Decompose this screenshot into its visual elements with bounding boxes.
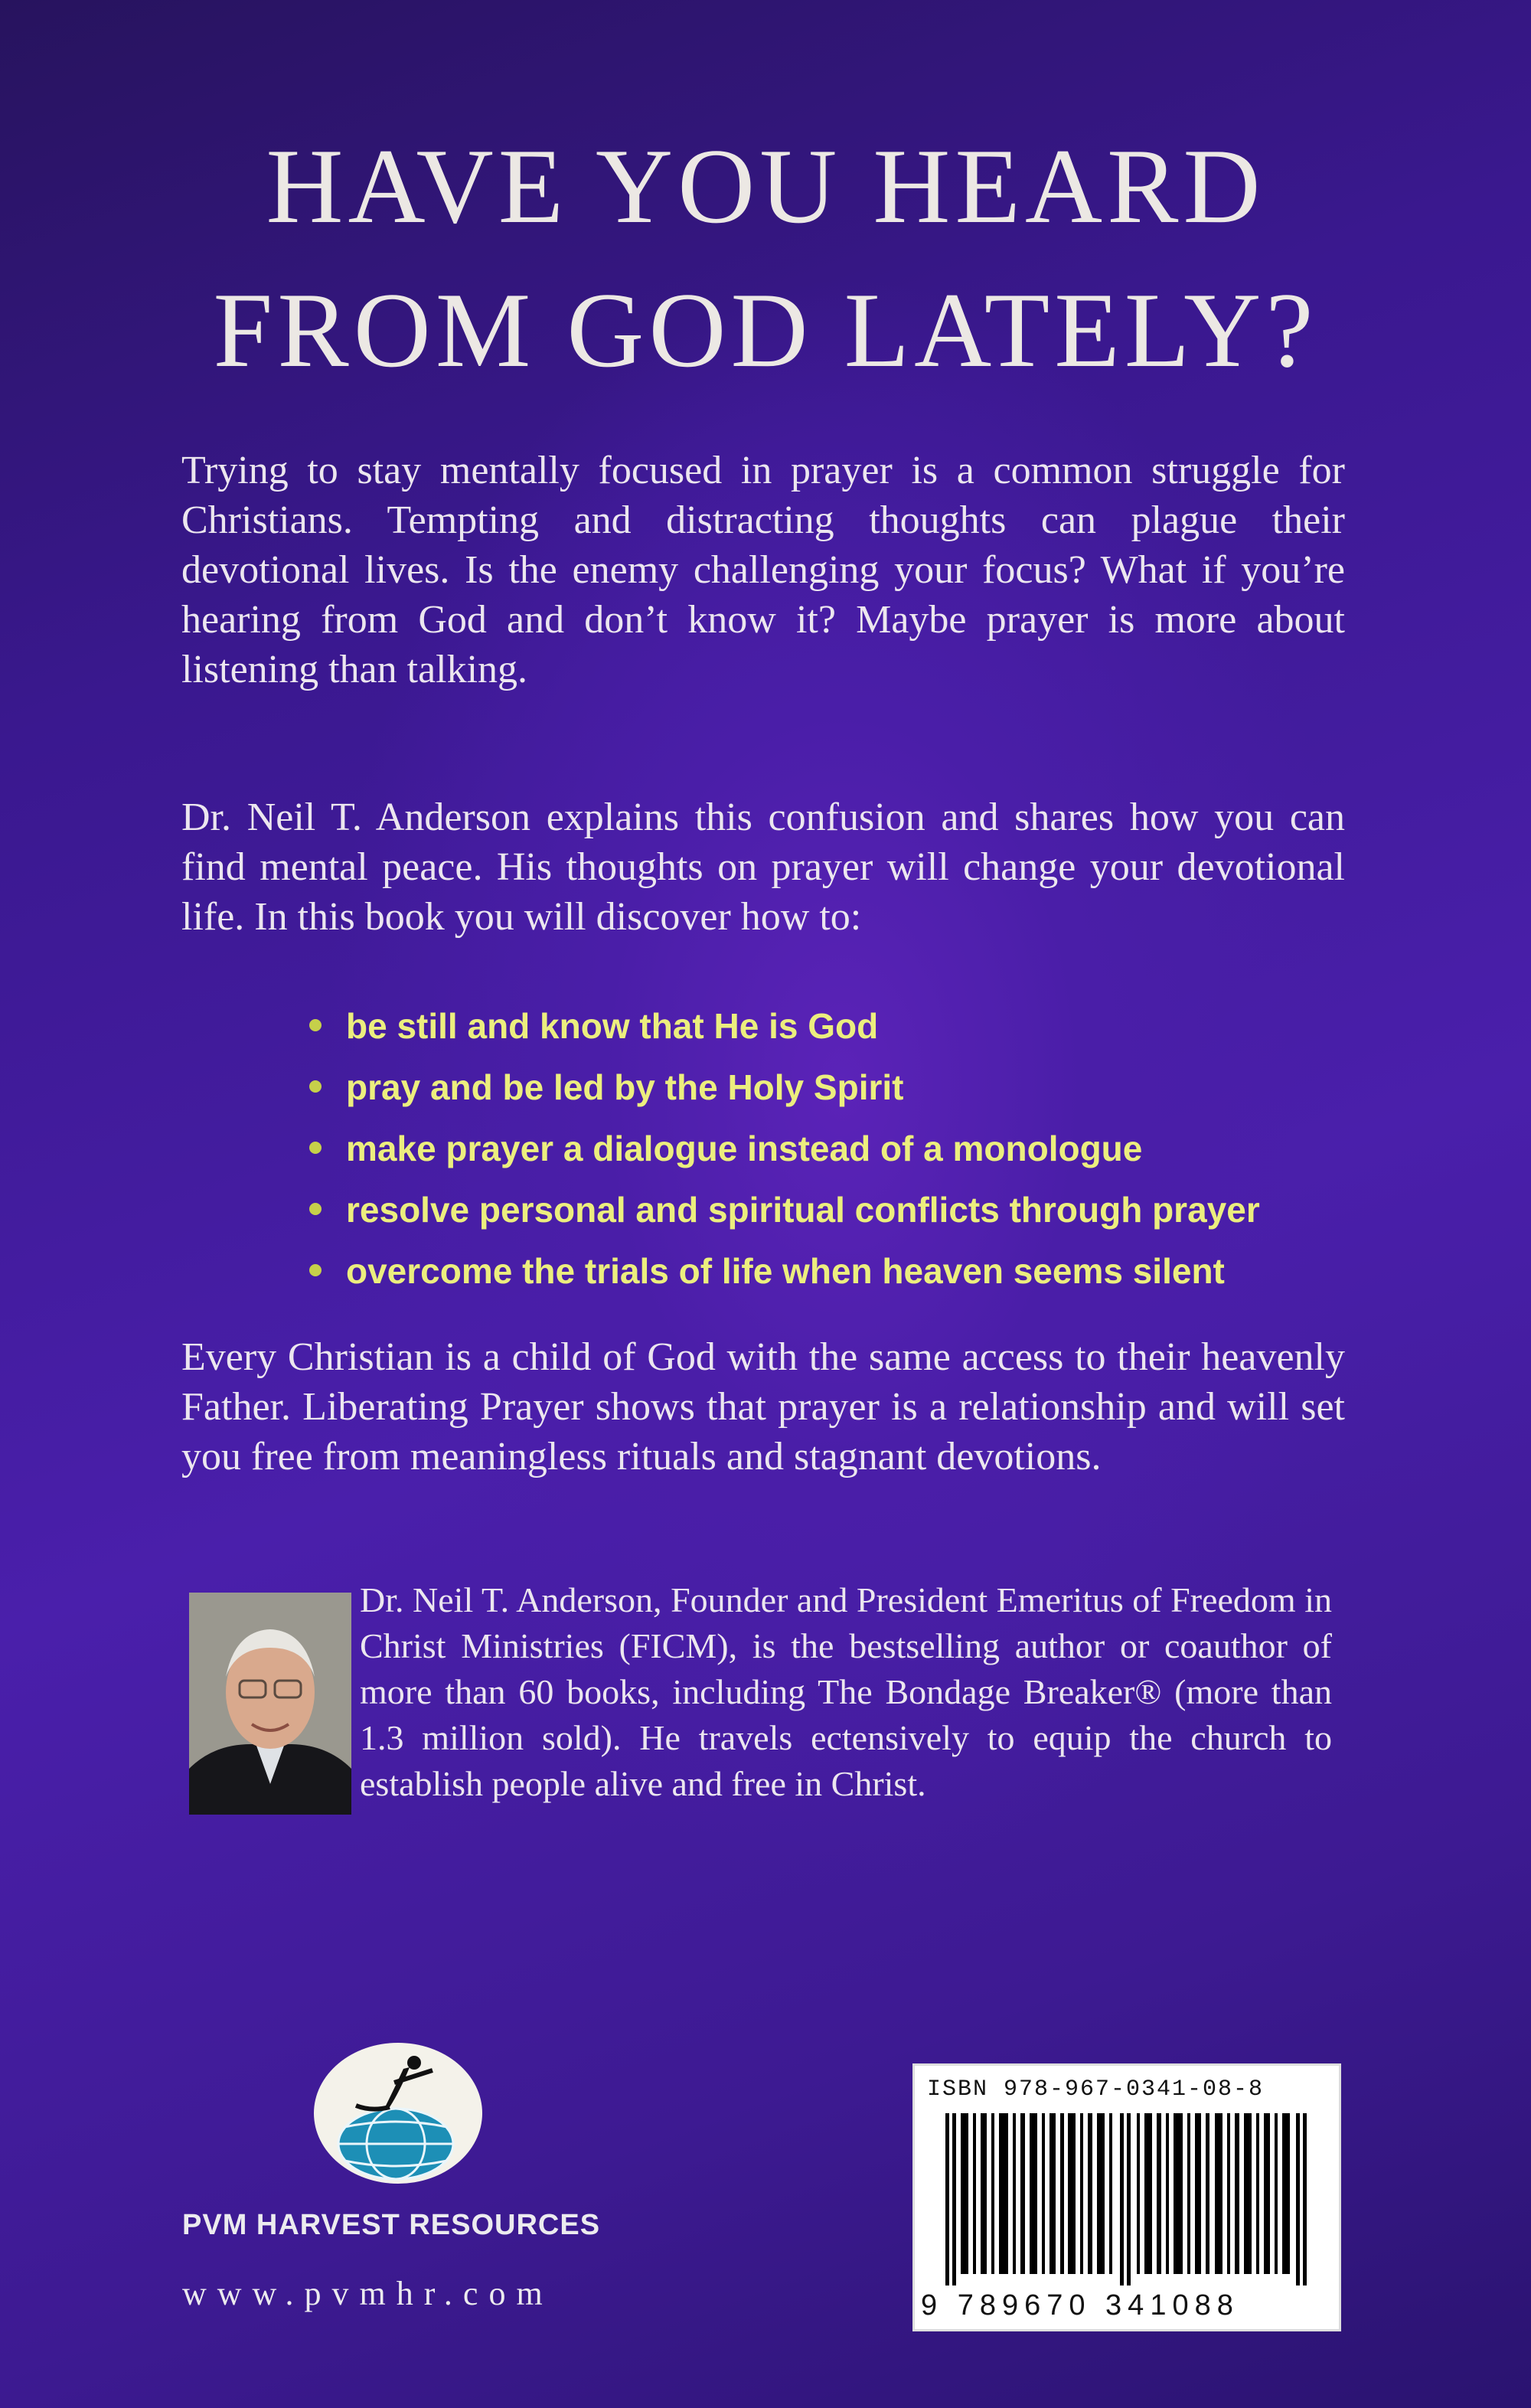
headline-line-1: HAVE YOU HEARD [266, 127, 1265, 246]
list-item-text: resolve personal and spiritual conflicts through prayer [346, 1190, 1260, 1230]
publisher-logo-icon [310, 2037, 486, 2190]
list-item [306, 995, 1378, 1057]
publisher-name: PVM HARVEST RESOURCES [182, 2209, 601, 2241]
isbn-barcode [912, 2063, 1341, 2331]
list-item-text: pray and be led by the Holy Spirit [346, 1067, 904, 1107]
intro-paragraph: Trying to stay mentally focused in prayer is a common struggle for Christians. Tempting and distracting thoughts can plague their devotional lives. Is the enemy challenging your focus? What if you’re hearing from God and don’t know it? Maybe prayer is more about listening than talking. [181, 449, 1345, 691]
list-item-text: be still and know that He is God [346, 1006, 879, 1046]
bullet-dot-icon [309, 1203, 322, 1215]
list-item [306, 1057, 1378, 1118]
list-item [306, 1118, 1378, 1179]
explains-paragraph: Dr. Neil T. Anderson explains this confusion and shares how you can find mental peace. His thoughts on prayer will change your devotional life. In this book you will discover how to: [181, 796, 1345, 939]
isbn-label: ISBN 978-967-0341-08-8 [927, 2076, 1265, 2103]
closing-paragraph: Every Christian is a child of God with the same access to their heavenly Father. Liberating Prayer shows that prayer is a relationship and will set you free from meaningless rituals and stagnant devotions. [181, 1335, 1345, 1478]
bullet-dot-icon [309, 1080, 322, 1093]
list-item-text: make prayer a dialogue instead of a monologue [346, 1129, 1143, 1168]
headline [0, 115, 1531, 403]
discover-list [306, 995, 1378, 1302]
publisher-website: www.pvmhr.com [182, 2275, 553, 2312]
bullet-dot-icon [309, 1142, 322, 1154]
author-bio: Dr. Neil T. Anderson, Founder and President Emeritus of Freedom in Christ Ministries (FICM), is the bestselling author or coauthor of more than 60 books, including The Bondage Breaker® (more than 1.3 million sold). He travels ectensively to equip the church to establish people alive and free in Christ. [360, 1580, 1332, 1803]
barcode-bars-icon [945, 2113, 1313, 2285]
bullet-dot-icon [309, 1019, 322, 1031]
list-item [306, 1240, 1378, 1302]
barcode-digits: 9 789670 341088 [921, 2289, 1239, 2321]
list-item-text: overcome the trials of life when heaven seems silent [346, 1251, 1225, 1291]
headline-line-2: FROM GOD LATELY? [213, 271, 1318, 390]
list-item [306, 1179, 1378, 1240]
bullet-dot-icon [309, 1264, 322, 1276]
author-photo [189, 1593, 351, 1815]
